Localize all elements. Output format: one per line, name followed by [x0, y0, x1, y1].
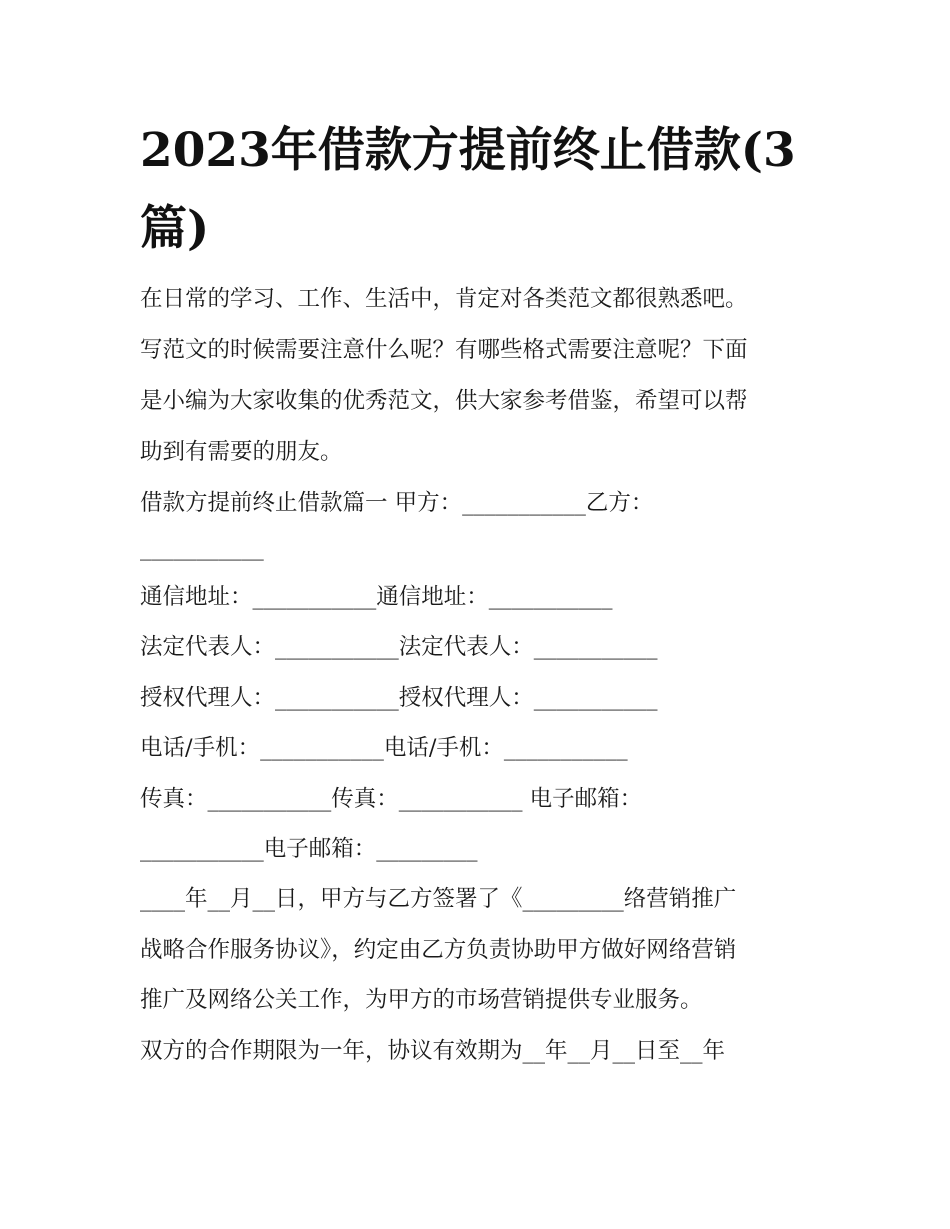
body-line: ____年__月__日，甲方与乙方签署了《_________络营销推广	[140, 886, 737, 912]
body-line: 战略合作服务协议》，约定由乙方负责协助甲方做好网络营销	[140, 937, 737, 963]
body-line: 通信地址：___________通信地址：___________	[140, 584, 613, 610]
body-line: ___________	[140, 535, 264, 561]
body-line: 双方的合作期限为一年，协议有效期为__年__月__日至__年	[140, 1038, 726, 1064]
body-line: 传真：___________传真：___________ 电子邮箱：	[140, 786, 643, 812]
body-line: 是小编为大家收集的优秀范文，供大家参考借鉴，希望可以帮	[140, 388, 748, 414]
body-line: 在日常的学习、工作、生活中，肯定对各类范文都很熟悉吧。	[140, 286, 748, 312]
body-line: 电话/手机：___________电话/手机：___________	[140, 735, 628, 761]
body-line: 推广及网络公关工作，为甲方的市场营销提供专业服务。	[140, 987, 703, 1013]
body-line: 法定代表人：___________法定代表人：___________	[140, 634, 658, 660]
body-line: 借款方提前终止借款篇一 甲方：___________乙方：	[140, 490, 654, 516]
body-line: 写范文的时候需要注意什么呢？有哪些格式需要注意呢？下面	[140, 337, 748, 363]
body-line: 助到有需要的朋友。	[140, 439, 343, 465]
body-line: 授权代理人：___________授权代理人：___________	[140, 685, 658, 711]
document-title: 2023年借款方提前终止借款(3篇)	[140, 123, 796, 256]
body-line: ___________电子邮箱：_________	[140, 836, 478, 862]
